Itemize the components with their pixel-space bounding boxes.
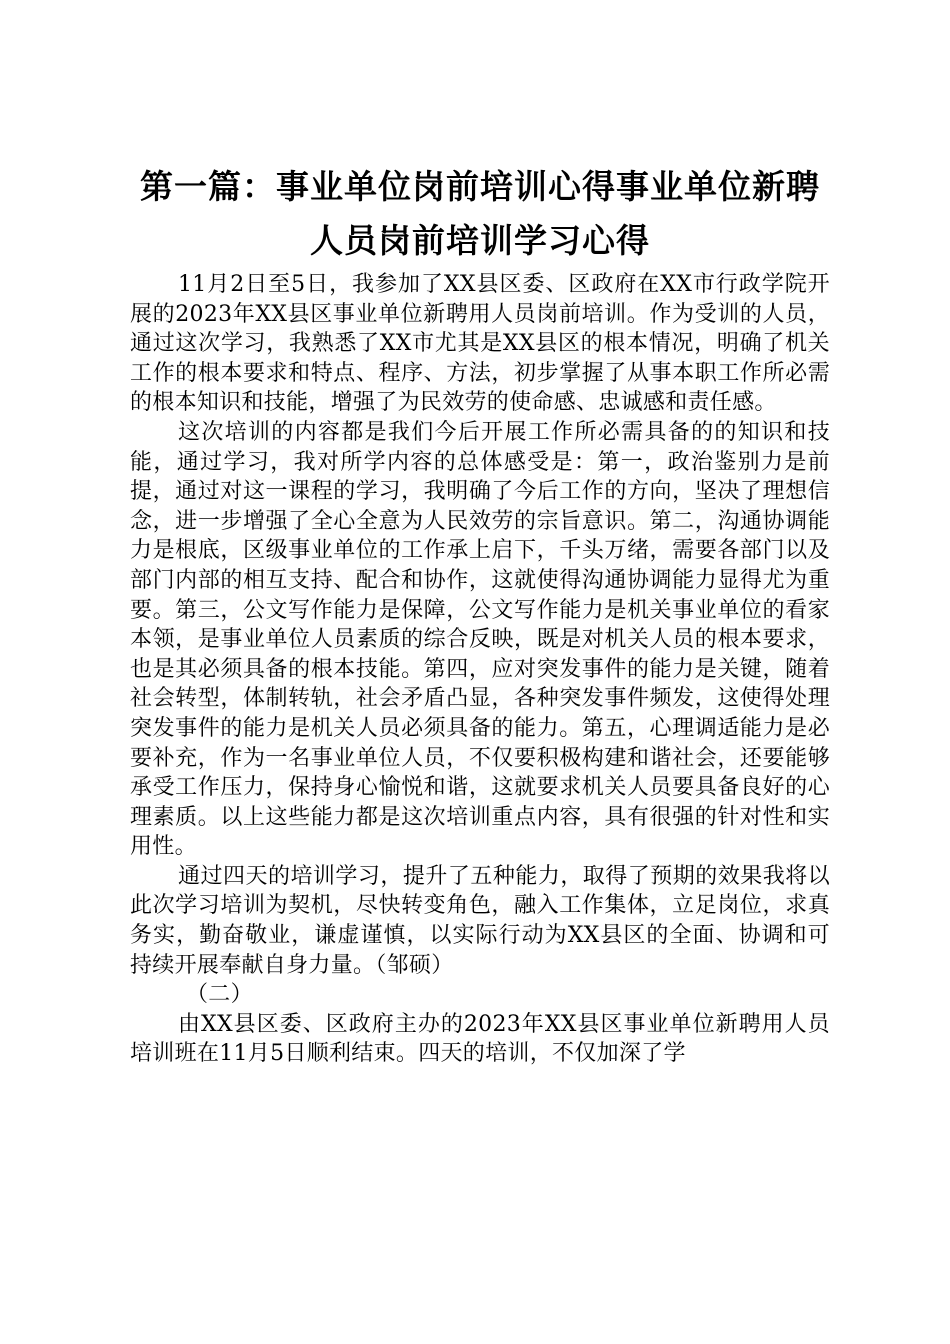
paragraph-3: 通过四天的培训学习，提升了五种能力，取得了预期的效果我将以此次学习培训为契机，尽快转变角色，融入工作集体，立足岗位，求真务实，勤奋敬业，谦虚谨慎，以实际行动为XX县区的全面、协调和可持续开展奉献自身力量。（邹硕） — [130, 863, 830, 978]
paragraph-2: 这次培训的内容都是我们今后开展工作所必需具备的的知识和技能，通过学习，我对所学内容的总体感受是：第一，政治鉴别力是前提，通过对这一课程的学习，我明确了今后工作的方向，坚决了理想信念，进一步增强了全心全意为人民效劳的宗旨意识。第二，沟通协调能力是根底，区级事业单位的工作承上启下，千头万绪，需要各部门以及部门内部的相互支持、配合和协作，这就使得沟通协调能力显得尤为重要。第三，公文写作能力是保障，公文写作能力是机关事业单位的看家本领，是事业单位人员素质的综合反映，既是对机关人员的根本要求，也是其必须具备的根本技能。第四，应对突发事件的能力是关键，随着社会转型，体制转轨，社会矛盾凸显，各种突发事件频发，这使得处理突发事件的能力是机关人员必须具备的能力。第五，心理调适能力是必要补充，作为一名事业单位人员，不仅要积极构建和谐社会，还要能够承受工作压力，保持身心愉悦和谐，这就要求机关人员要具备良好的心理素质。以上这些能力都是这次培训重点内容，具有很强的针对性和实用性。 — [130, 419, 830, 860]
document-body — [130, 270, 830, 1069]
paragraph-4: 由XX县区委、区政府主办的2023年XX县区事业单位新聘用人员培训班在11月5日顺利结束。四天的培训，不仅加深了学 — [130, 1011, 830, 1067]
title-line-2: 人员岗前培训学习心得 — [310, 221, 650, 260]
title-line-1: 第一篇：事业单位岗前培训心得事业单位新聘 — [140, 167, 820, 206]
document-page — [130, 160, 830, 1069]
document-title — [130, 160, 830, 268]
paragraph-1: 11月2日至5日，我参加了XX县区委、区政府在XX市行政学院开展的2023年XX县区事业单位新聘用人员岗前培训。作为受训的人员，通过这次学习，我熟悉了XX市尤其是XX县区的根本情况，明确了机关工作的根本要求和特点、程序、方法，初步掌握了从事本职工作所必需的根本知识和技能，增强了为民效劳的使命感、忠诚感和责任感。 — [130, 272, 830, 416]
section-heading-2: （二） — [186, 982, 253, 1008]
